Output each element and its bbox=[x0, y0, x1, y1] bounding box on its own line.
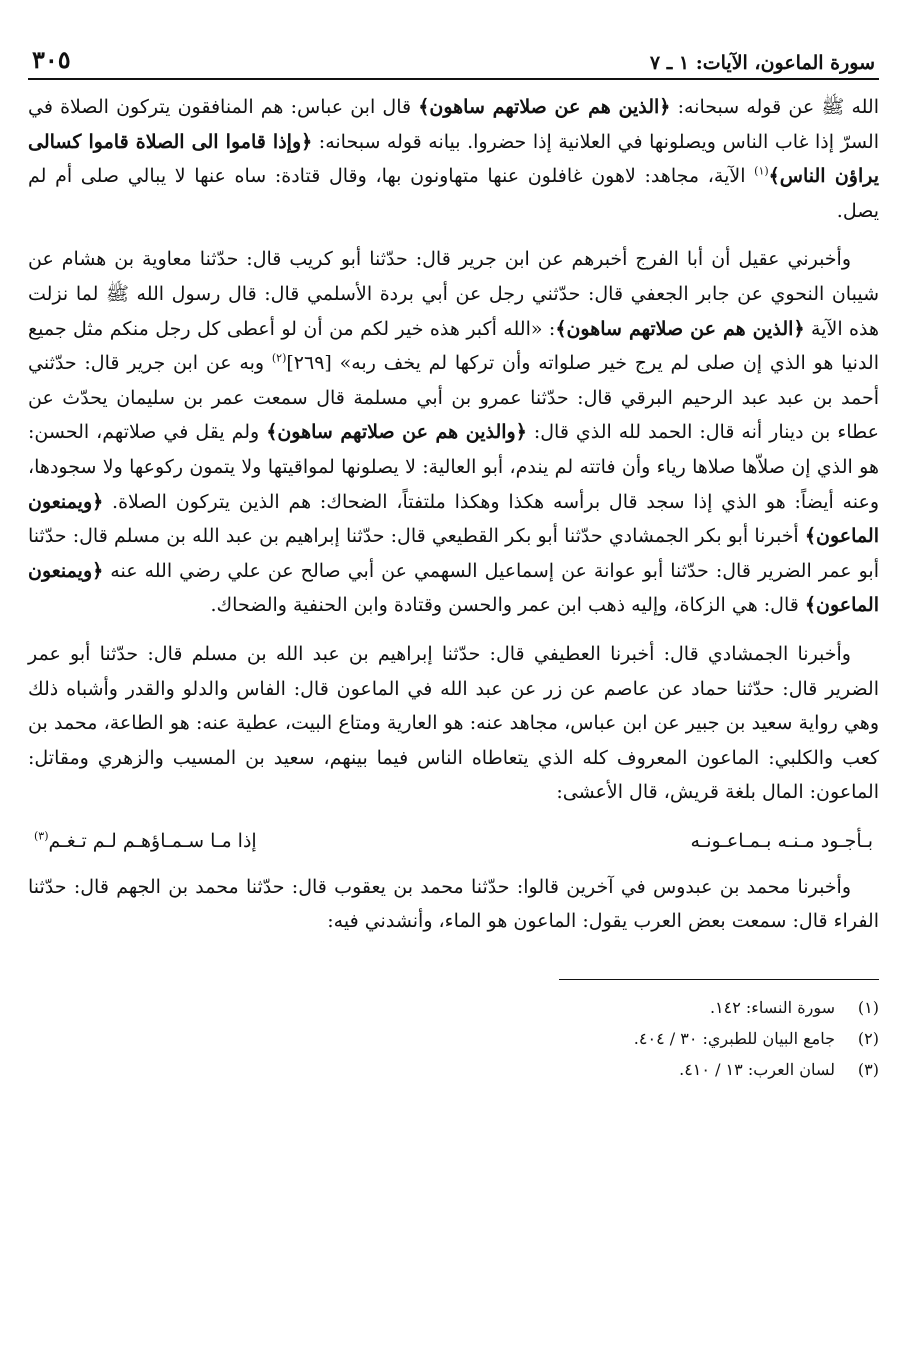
text-run: الآية، مجاهد: لاهون غافلون عنها متهاونون بها، وقال قتادة: ساه عنها لا يبالي صلى أم لم يصل. bbox=[28, 165, 879, 222]
footnote-text: جامع البيان للطبري: ٣٠ / ٤٠٤. bbox=[633, 1029, 835, 1049]
footnote-number: (٢) bbox=[857, 1029, 879, 1049]
footnotes bbox=[28, 992, 879, 1085]
poetry-verse bbox=[34, 824, 873, 858]
paragraph-1 bbox=[28, 90, 879, 228]
paragraph-4 bbox=[28, 870, 879, 939]
footnote-text: سورة النساء: ١٤٢. bbox=[709, 998, 835, 1018]
verse-first-hemistich: بـأجـود مـنـه بـمـاعـونـه bbox=[690, 829, 873, 852]
paragraph-2 bbox=[28, 242, 879, 623]
verse-text: إذا مـا سـمـاؤهـم لـم تـغـم bbox=[48, 829, 257, 852]
footnote-ref: (١) bbox=[754, 164, 769, 178]
text-run: وأخبرنا محمد بن عبدوس في آخرين قالوا: حدّثنا محمد بن يعقوب قال: حدّثنا محمد بن الجهم قال: حدّثنا الفراء قال: سمعت بعض العرب يقول: الماعون هو الماء، وأنشدني فيه: bbox=[28, 875, 879, 933]
text-run: وأخبرني عقيل أن أبا الفرج أخبرهم عن ابن جرير قال: حدّثنا أبو كريب قال: حدّثنا معاوية بن هشام عن شيبان النحوي عن جابر الجعفي قال: حدّثني رجل عن أبي بردة الأسلمي قال: قال رسول الله ﷺ لما نزلت هذه الآية bbox=[28, 248, 879, 340]
footnote-separator bbox=[559, 979, 879, 980]
footnote-item bbox=[28, 992, 879, 1023]
verse-second-hemistich bbox=[34, 824, 257, 858]
footnote-ref: (٢) bbox=[271, 351, 287, 365]
footnote-item bbox=[28, 1023, 879, 1054]
text-run: : «الله أكبر هذه خير لكم من أن لو أعطى كل رجل منكم مثل جميع الدنيا هو الذي إن صلى لم يرج خير صلواته وأن تركها لم يخف ربه» [٢٦٩] bbox=[28, 317, 880, 375]
footnote-number: (١) bbox=[857, 998, 879, 1018]
quran-quote: ﴿ويمنعون الماعون﴾ bbox=[28, 490, 879, 548]
quran-quote: ﴿الذين هم عن صلاتهم ساهون﴾ bbox=[418, 96, 671, 118]
body-text bbox=[28, 90, 879, 939]
quran-quote: ﴿الذين هم عن صلاتهم ساهون﴾ bbox=[555, 317, 805, 340]
text-run: ولم يقل في صلاتهم، الحسن: هو الذي إن صلاّها صلاها رياء وأن فاتته لم يندم، أبو العالية: لا يصلونها لمواقيتها ولا يتمون ركوعها ولا سجودها، وعنه أيضاً: هو الذي إذا سجد قال برأسه هكذا وهكذا ملتفتاً، الضحاك: هم الذين يتركون الصلاة. bbox=[28, 421, 879, 513]
running-title: سورة الماعون، الآيات: ١ ـ ٧ bbox=[649, 52, 875, 74]
text-run: وبه عن ابن جرير قال: حدّثني أحمد بن عبد عبد الرحيم البرقي قال: حدّثنا عمرو بن أبي مسلمة قال سمعت عمر بن سليمان يحدّث عن عطاء بن دينار أنه قال: الحمد لله الذي قال: bbox=[28, 352, 879, 444]
page-header bbox=[28, 30, 879, 80]
page-number: ٣٠٥ bbox=[32, 45, 71, 74]
footnote-number: (٣) bbox=[857, 1060, 879, 1080]
quran-quote: ﴿وإذا قاموا الى الصلاة قاموا كسالى يراؤن الناس﴾ bbox=[28, 130, 879, 188]
text-run: أخبرنا أبو بكر الجمشادي حدّثنا أبو بكر القطيعي قال: حدّثنا إبراهيم بن عبد الله بن مسلم قال: حدّثنا أبو عمر الضرير قال: حدّثنا أبو عوانة عن إسماعيل السهمي عن أبي صالح عن علي رضي الله عنه bbox=[28, 525, 879, 582]
footnote-ref: (٣) bbox=[34, 829, 49, 843]
text-run: قال ابن عباس: هم المنافقون يتركون الصلاة في السرّ إذا غاب الناس ويصلونها في العلانية إذا حضروا. بيانه قوله سبحانه: bbox=[28, 96, 879, 153]
text-run: وأخبرنا الجمشادي قال: أخبرنا العطيفي قال: حدّثنا إبراهيم بن عبد الله بن مسلم قال: حدّثنا أبو عمر الضرير قال: حدّثنا حماد عن عاصم عن زر عن عبد الله في الماعون قال: الفاس والدلو والقدر وأشباه ذلك وهي رواية سعيد بن جبير عن ابن عباس، مجاهد عنه: هو العارية ومتاع البيت، عطية عنه: هو الطاعة، محمد بن كعب والكلبي: الماعون المعروف كله الذي يتعاطاه الناس فيما بينهم، سعيد بن المسيب والزهري ومقاتل: الماعون: المال بلغة قريش، قال الأعشى: bbox=[28, 642, 879, 804]
quran-quote: ﴿والذين هم عن صلاتهم ساهون﴾ bbox=[266, 421, 527, 444]
book-page bbox=[28, 30, 879, 1351]
quran-quote: ﴿ويمنعون الماعون﴾ bbox=[28, 559, 879, 617]
footnote-text: لسان العرب: ١٣ / ٤١٠. bbox=[679, 1060, 835, 1080]
text-run: قال: هي الزكاة، وإليه ذهب ابن عمر والحسن وقتادة وابن الحنفية والضحاك. bbox=[210, 594, 805, 617]
text-run: الله ﷺ عن قوله سبحانه: bbox=[670, 96, 880, 118]
footnote-item bbox=[28, 1054, 879, 1085]
paragraph-3 bbox=[28, 637, 879, 810]
